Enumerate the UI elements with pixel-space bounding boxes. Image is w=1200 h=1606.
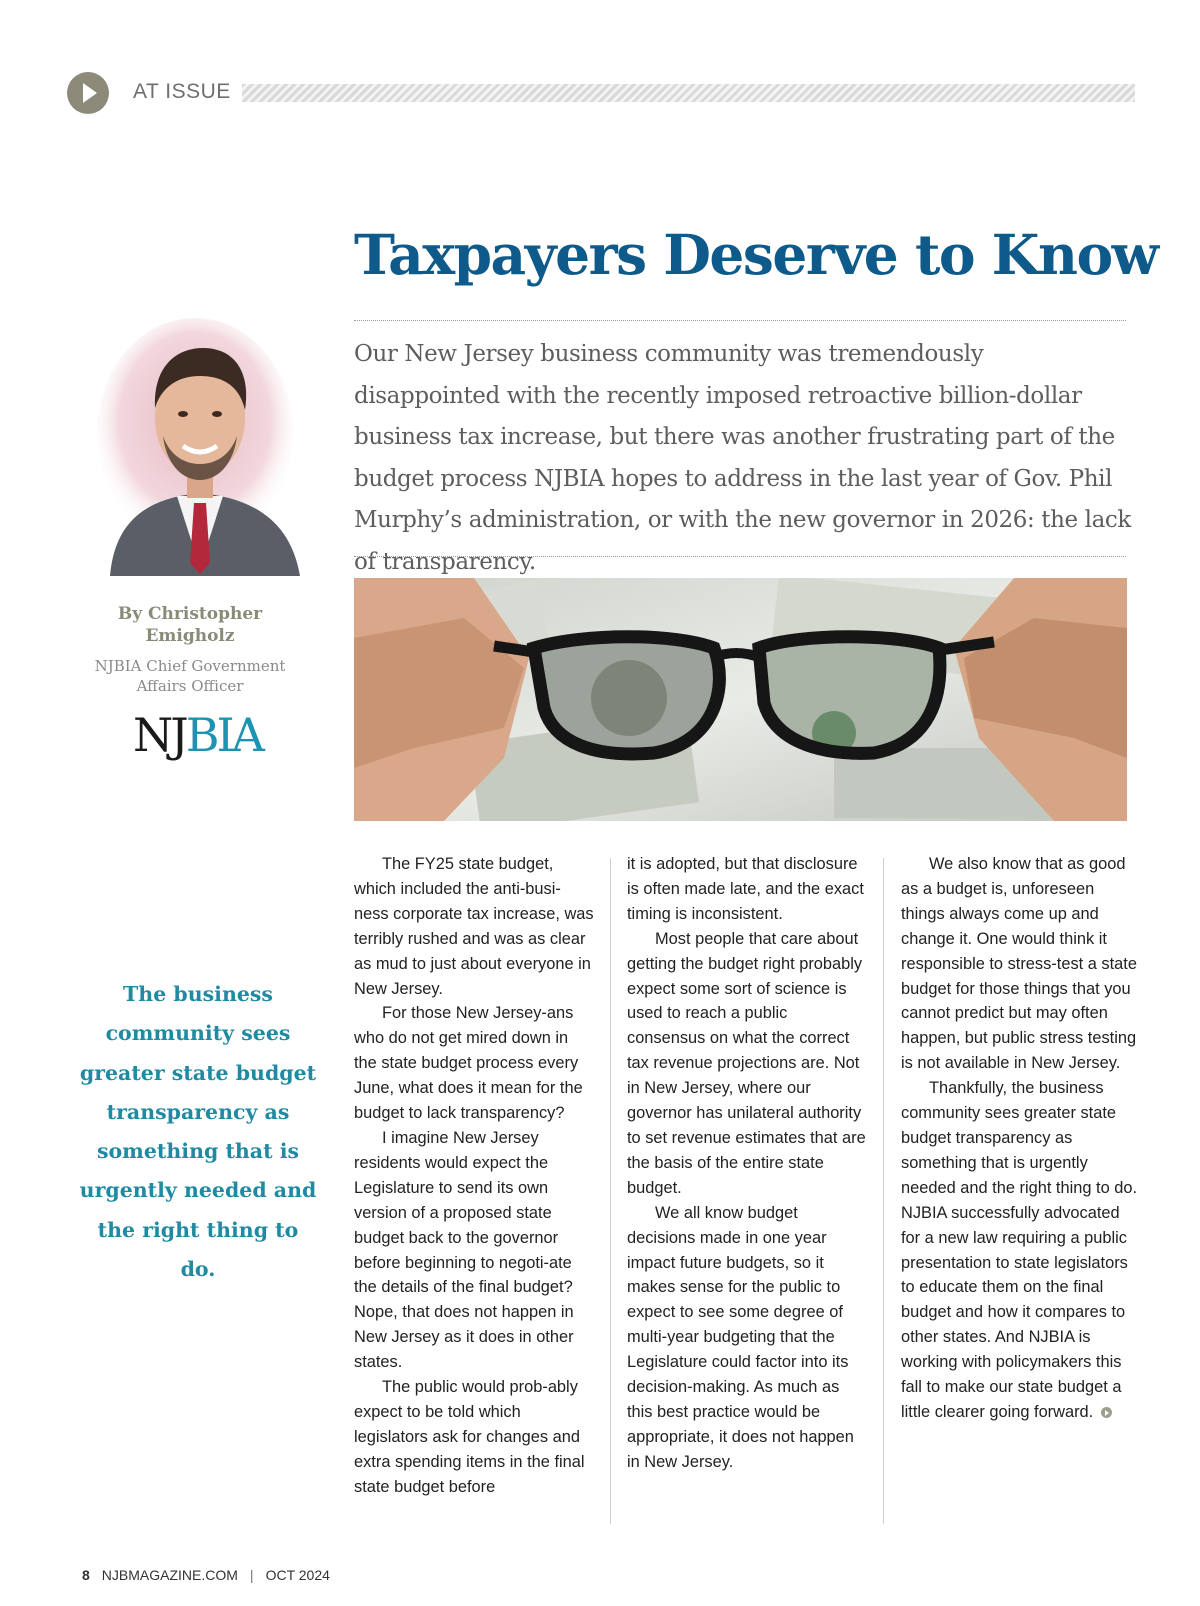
footer-separator: |: [249, 1567, 254, 1583]
article-deck: Our New Jersey business community was tremendously disappointed with the recently imposed retroactive billion-dollar business tax increase, but there was another frustrating part of the budget process NJBIA hopes to address in the last year of Gov. Phil Murphy’s administration, or with the new governor in 2026: the lack of transparency.: [354, 341, 1131, 575]
footer-site: NJBMAGAZINE.COM: [101, 1567, 238, 1583]
paragraph: it is adopted, but that disclosure is often made late, and the exact timing is inconsistent.: [627, 855, 864, 923]
author-portrait: [95, 318, 305, 576]
page-number: 8: [82, 1567, 90, 1583]
paragraph-text: Thankfully, the business community sees greater state budget transparency as something that is urgently needed and the right thing to do. NJBIA successfully advocated for a new law requiring a public presentation to state legislators to educate them on the final budget and how it compares to other states. And NJBIA is working with policymakers this fall to make our state budget a little clearer going forward.: [901, 1079, 1138, 1421]
page-footer: [82, 1567, 330, 1583]
paragraph: For those New Jersey-ans who do not get mired down in the state budget process every June, what does it mean for the budget to lack transparency?: [354, 1004, 583, 1123]
paragraph: I imagine New Jersey residents would expect the Legislature to send its own version of a proposed state budget back to the governor before beginning to negoti-ate the details of the final budget? Nope, that does not happen in New Jersey as it does in other states.: [354, 1128, 574, 1372]
paragraph: The public would prob-ably expect to be told which legislators ask for changes and extra spending items in the final state budget before: [354, 1378, 585, 1496]
title-rule: [354, 320, 1126, 321]
column-divider: [610, 858, 611, 1524]
paragraph: Most people that care about getting the budget right probably expect some sort of science is used to reach a public consensus on what the correct tax revenue projections are. Not in New Jersey, where our governor has unilateral authority to set revenue estimates that are the basis of the entire state budget.: [627, 929, 866, 1197]
author-byline: By Christopher Emigholz: [117, 604, 263, 646]
play-icon: [67, 72, 109, 114]
paragraph: The FY25 state budget, which included the anti-busi-ness corporate tax increase, was terribly rushed and was as clear as mud to just about everyone in New Jersey.: [354, 855, 594, 998]
footer-date: OCT 2024: [265, 1567, 330, 1583]
body-column-2: [627, 852, 867, 1475]
njbia-logo: NJBIA: [133, 708, 262, 762]
column-divider: [883, 858, 884, 1524]
paragraph: [901, 1076, 1141, 1425]
glasses-money-photo: [354, 578, 1127, 821]
paragraph: We all know budget decisions made in one year impact future budgets, so it makes sense for the public to expect to see some degree of multi-year budgeting that the Legislature could factor into its decision-making. As much as this best practice would be appropriate, it does not happen in New Jersey.: [627, 1203, 854, 1471]
pull-quote: The business community sees greater state budget transparency as something that is urgently needed and the right thing to do.: [79, 982, 317, 1282]
deck-rule: [354, 556, 1126, 557]
author-role: NJBIA Chief Government Affairs Officer: [94, 657, 286, 695]
article-title: Taxpayers Deserve to Know: [354, 222, 1158, 287]
paragraph: We also know that as good as a budget is, unforeseen things always come up and change it. One would think it responsible to stress-test a state budget for those things that you cannot predict but may often happen, but public stress testing is not available in New Jersey.: [901, 855, 1137, 1073]
body-column-1: [354, 852, 594, 1500]
end-mark-icon: [1101, 1407, 1112, 1418]
section-label: AT ISSUE: [133, 80, 231, 103]
section-stripe-divider: [242, 84, 1135, 102]
body-column-3: [901, 852, 1141, 1425]
